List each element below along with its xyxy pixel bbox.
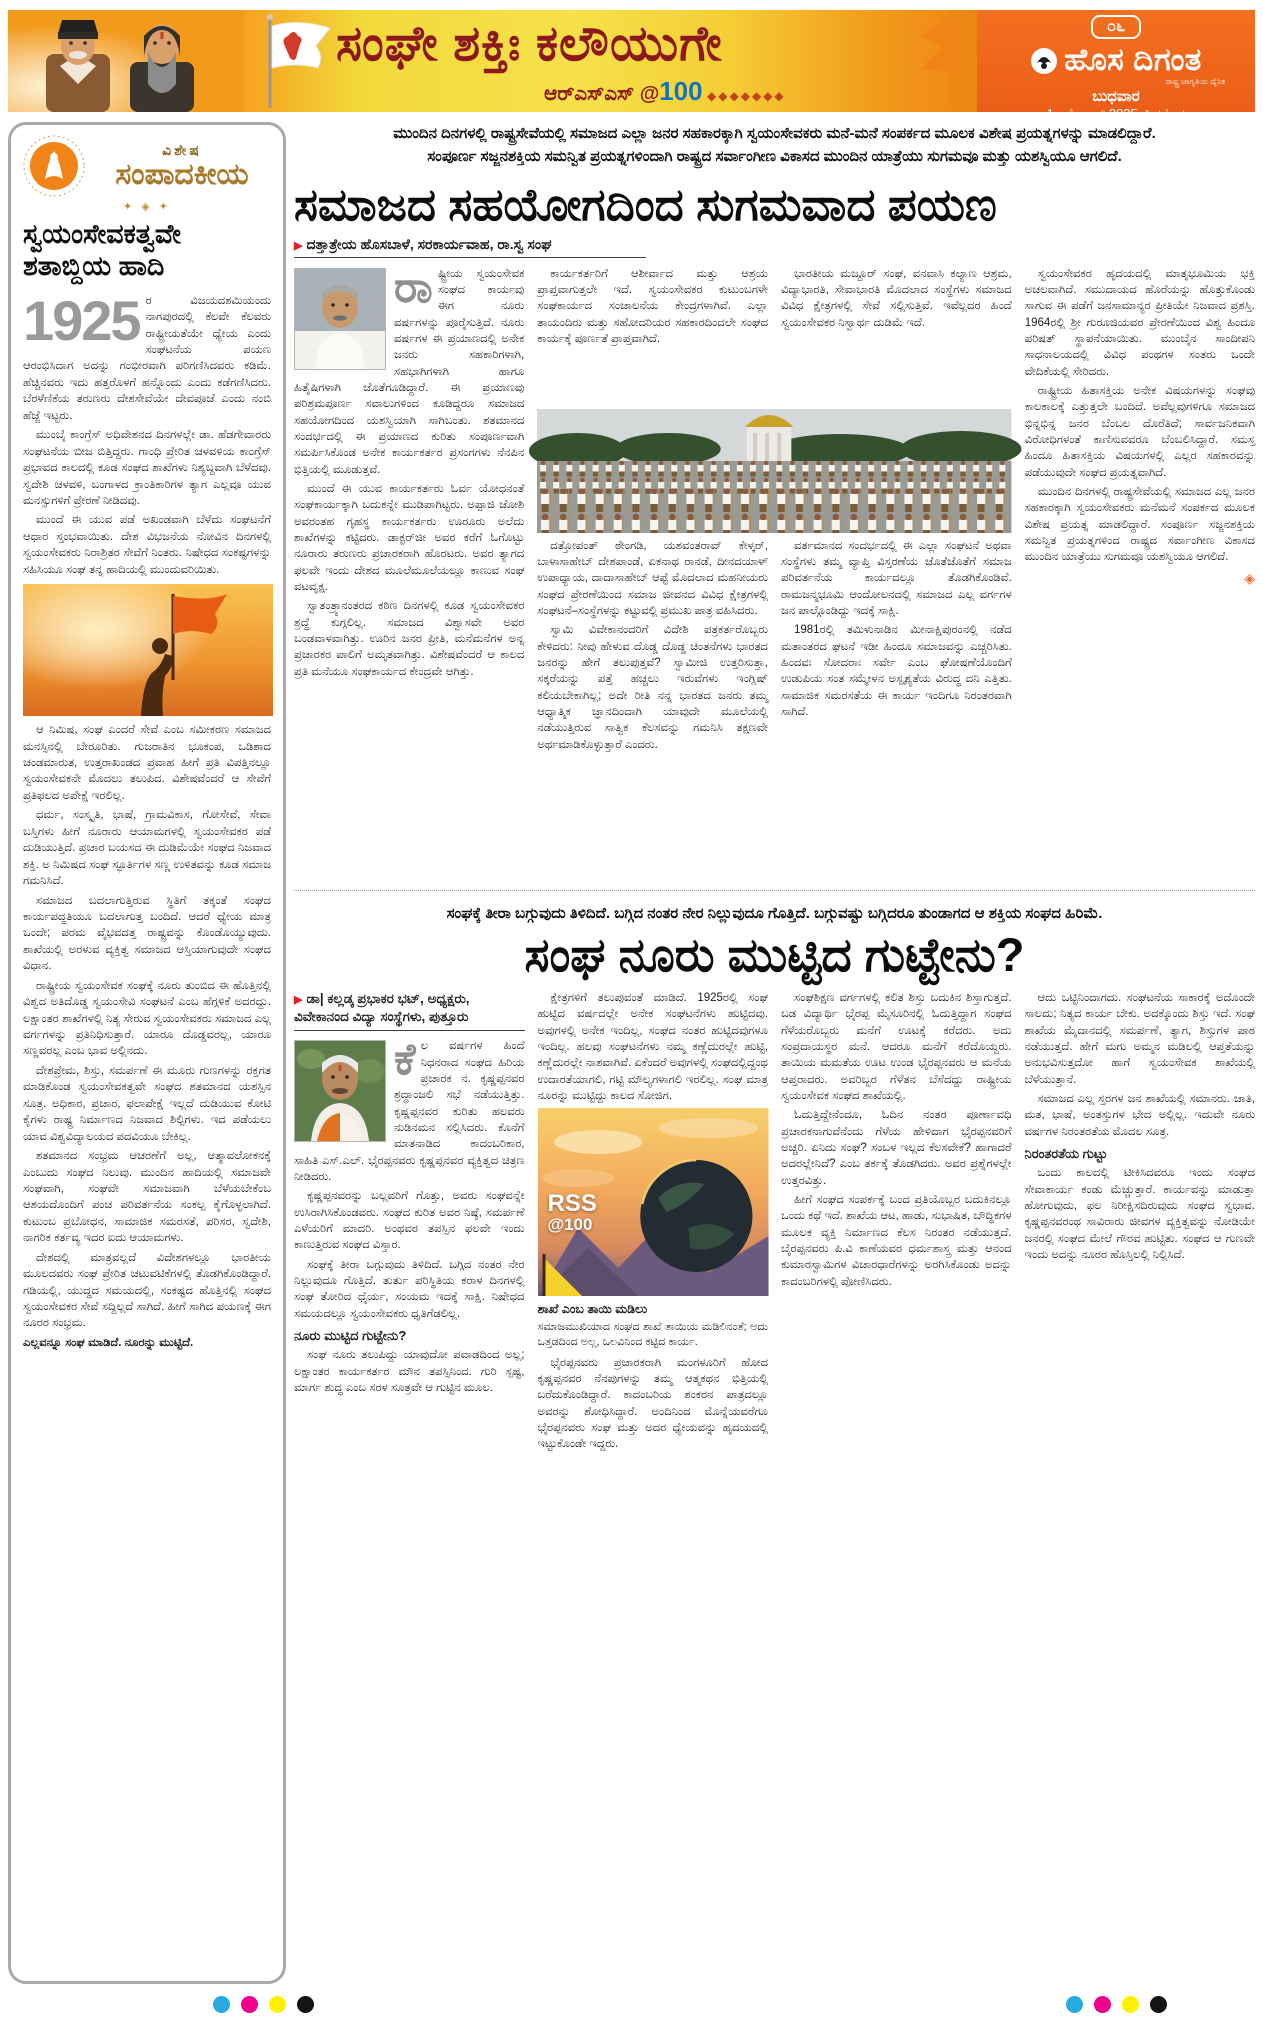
editorial-lead-paragraph: 1925 ರ ವಿಜಯದಶಮಿಯಂದು ನಾಗಪುರದಲ್ಲಿ ಕೆಲವೇ ಕೆಲವರು ರಾಷ್ಟ್ರೀಯತೆಯೇ ಧ್ಯೇಯ ಎಂದು ಸಂಘಟನೆಯ ಪಯಣ ಆರಂಭಿಸಿದಾಗ ಅದನ್ನು ಗಂಭೀರವಾಗಿ ಪರಿಗಣಿಸಿದವರು ಕಡಿಮೆ. ಹೆಚ್ಚಿನವರು ಇದು ಹತ್ತರೊಳಗೆ ಹನ್ನೊಂದು ಎಂದು ಕಡೆಗಣಿಸಿದರು. ಬೆರಳೆಣಿಕೆಯ ತರುಣರು ದೇಶಸೇವೆಯೇ ದೇವಪೂಜೆ ಎಂದು ನಂಬಿ ಹೆಜ್ಜೆ ಇಟ್ಟರು. <box>23 288 271 422</box>
editorial-emblem-icon <box>23 135 85 197</box>
article1-col3-bottom <box>781 538 1012 878</box>
paragraph: ಕೃಷ್ಣಪ್ಪನವರನ್ನು ಬಲ್ಲವರಿಗೆ ಗೊತ್ತು, ಅವರು ಸಂಘವನ್ನೇ ಉಸಿರಾಗಿಸಿಕೊಂಡವರು. ಸಂಘದ ಕುರಿತ ಅವರ ನಿಷ್ಠೆ, ಸಮರ್ಪಣೆ ಎಳೆಯರಿಗೆ ಮಾದರಿ. ಅಂಥವರ ತಪಸ್ಸಿನ ಫಲವೇ ಇಂದು ಕಾಣುತ್ತಿರುವ ಸಂಘದ ವಿಸ್ತಾರ. <box>294 1190 525 1252</box>
yellow-dot-icon <box>269 1996 286 2013</box>
byline-arrow-icon: ▶ <box>294 994 303 1006</box>
paragraph: ಮುಂದೆ ಈ ಯುವ ಪಡೆ ಅಖಂಡವಾಗಿ ಬೆಳೆದು ಸಂಘಟನೆಗೆ ಆಧಾರ ಸ್ತಂಭವಾಯಿತು. ದೇಶ ವಿಭಜನೆಯ ನೋವಿನ ದಿನಗಳಲ್ಲಿ ಸ್ವಯಂಸೇವಕರು ನಿರಾಶ್ರಿತರ ಸೇವೆಗೆ ನಿಂತರು. ನಿಷೇಧದ ಸಂಕಷ್ಟಗಳನ್ನು ಸಹಿಸಿಯೂ ಸಂಘ ತನ್ನ ಹಾದಿಯಲ್ಲಿ ಮುಂದುವರಿಯಿತು. <box>23 514 271 576</box>
article2-col1-paragraphs <box>294 1188 525 1322</box>
article1-col3-top <box>781 266 1012 404</box>
article2-col3 <box>781 990 1012 1948</box>
paragraph: ಧರ್ಮ, ಸಂಸ್ಕೃತಿ, ಭಾಷೆ, ಗ್ರಾಮವಿಕಾಸ, ಗೋಸೇವೆ, ಸೇವಾ ಬಸ್ತಿಗಳು ಹೀಗೆ ನೂರಾರು ಆಯಾಮಗಳಲ್ಲಿ ಸ್ವಯಂಸೇವಕರ ಪಡೆ ದುಡಿಯುತ್ತಿದೆ. ಪ್ರಚಾರ ಬಯಸದ ಈ ದುಡಿಮೆಯೇ ಸಂಘದ ನಿಜವಾದ ಶಕ್ತಿ. ಅ ನಿಮಿಷದ ಸಂಘ ಸ್ಫೂರ್ತಿಗಳ ಸಣ್ಣ ಉಳಿತವನ್ನು ಕೂಡ ಸಮಾಜ ಗಮನಿಸಿದೆ. <box>23 809 271 888</box>
article2-byline: ▶ ಡಾ| ಕಲ್ಲಡ್ಕ ಪ್ರಭಾಕರ ಭಟ್, ಅಧ್ಯಕ್ಷರು, ವಿವೇಕಾನಂದ ವಿದ್ಯಾ ಸಂಸ್ಥೆಗಳು, ಪುತ್ತೂರು <box>294 990 525 1031</box>
paragraph: ಸಂಘಶಿಕ್ಷಣ ವರ್ಗಗಳಲ್ಲಿ ಕಲಿತ ಶಿಸ್ತು ಬದುಕಿನ ಶಿಸ್ತಾಗುತ್ತದೆ. ಬಡ ವಿದ್ಯಾರ್ಥಿ ಭೈರಪ್ಪ ಮೈಸೂರಿನಲ್ಲಿ ಓದುತ್ತಿದ್ದಾಗ ಸಂಘದ ಗೆಳೆಯರೊಬ್ಬರು ಮನೆಗೆ ಊಟಕ್ಕೆ ಕರೆದರು. ಅದು ಸಂಪ್ರದಾಯಸ್ಥರ ಮನೆ. ಆದರೂ ಮನೆಗೆ ಕರೆದೊಯ್ದರು. ತಾಯಿಯ ಮಮತೆಯ ಊಟ ಉಂಡ ಭೈರಪ್ಪನವರು ಆ ಮನೆಯ ಆಪ್ತರಾದರು. ಅವರಿಬ್ಬರ ಗೆಳೆತನ ಬೆಸೆದದ್ದು ರಾಷ್ಟ್ರೀಯ ಸ್ವಯಂಸೇವಕ ಸಂಘದ ಶಾಖೆಯಲ್ಲಿ. <box>781 992 1012 1102</box>
byline-arrow-icon: ▶ <box>294 239 303 252</box>
article2-col4-subhead: ನಿರಂತರತೆಯ ಗುಟ್ಟು <box>1024 1145 1108 1161</box>
paragraph: ಶತಮಾನದ ಸಂಭ್ರಮ ಆಚರಣೆಗೆ ಅಲ್ಲ, ಆತ್ಮಾವಲೋಕನಕ್ಕೆ ಎಂಬುದು ಸಂಘದ ನಿಲುವು. ಮುಂದಿನ ಹಾದಿಯಲ್ಲಿ ಸಮಾಜವೇ ಸಂಘವಾಗಿ, ಸಂಘವೇ ಸಮಾಜವಾಗಿ ಬೆಳೆಯಬೇಕೆಂಬ ಆಶಯದೊಂದಿಗೆ ಪಂಚ ಪರಿವರ್ತನೆಯ ಸಂಕಲ್ಪ ಕೈಗೊಳ್ಳಲಾಗಿದೆ. ಕುಟುಂಬ ಪ್ರಬೋಧನ, ಸಾಮಾಜಿಕ ಸಮರಸತೆ, ಪರಿಸರ, ಸ್ವದೇಶಿ, ನಾಗರಿಕ ಕರ್ತವ್ಯ ಇದರ ಐದು ಆಯಾಮಗಳು. <box>23 1150 271 1245</box>
image-caption-text: ಸಮಾಜಮುಖಿಯಾದ ಸಂಘದ ಶಾಖೆ ತಾಯಿಯ ಮಡಿಲಿನಂತೆ; ಅದು ಒತ್ತಡದಿಂದ ಅಲ್ಲ, ಒಲವಿನಿಂದ ಕಟ್ಟಿದ ಕಾರ್ಯ. <box>537 1321 768 1348</box>
article2-standfirst: ಸಂಘಕ್ಕೆ ತೀರಾ ಬಗ್ಗುವುದು ತಿಳಿದಿದೆ. ಬಗ್ಗಿದ ನಂತರ ನೇರ ನಿಲ್ಲುವುದೂ ಗೊತ್ತಿದೆ. ಬಗ್ಗುವಷ್ಟು ಬಗ್ಗಿದರೂ ತುಂಡಾಗದ ಆ ಶಕ್ತಿಯ ಸಂಘದ ಹಿರಿಮೆ. <box>446 904 1103 922</box>
article2-col2 <box>538 990 769 1948</box>
editorial-closing: ಎಲ್ಲವನ್ನೂ ಸಂಘ ಮಾಡಿದೆ. ನೂರನ್ನು ಮುಟ್ಟಿದೆ. <box>23 1336 194 1349</box>
article1-headline: ಸಮಾಜದ ಸಹಯೋಗದಿಂದ ಸುಗಮವಾದ ಪಯಣ <box>294 178 997 230</box>
paragraph: ಒಂದು ಕಾಲದಲ್ಲಿ ಟೀಕಿಸಿದವರೂ ಇಂದು ಸಂಘದ ಸೇವಾಕಾರ್ಯ ಕಂಡು ಮೆಚ್ಚುತ್ತಾರೆ. ಕಾರ್ಯವನ್ನು ಮಾಡುತ್ತಾ ಹೋಗುವುದು, ಫಲ ನಿರೀಕ್ಷಿಸದಿರುವುದು ಸಂಘದ ಸ್ವಭಾವ. ಕೃಷ್ಣಪ್ಪನವರಂಥ ಸಾವಿರಾರು ಜೀವಗಳ ವ್ಯಕ್ತಿತ್ವವನ್ನು ನೋಡಿಯೇ ಜನರಲ್ಲಿ ಸಂಘದ ಮೇಲೆ ಗೌರವ ಹುಟ್ಟಿತು. ಸಂಘದ ಆ ಗುಣವೇ ಇಂದು ಅದನ್ನು ನೂರರ ಹೊಸ್ತಿಲಲ್ಲಿ ನಿಲ್ಲಿಸಿದೆ. <box>1024 1167 1255 1262</box>
article1-lead-paragraph: ರಾಷ್ಟ್ರೀಯ ಸ್ವಯಂಸೇವಕ ಸಂಘದ ಕಾರ್ಯವು ಈಗ ನೂರು ವರ್ಷಗಳನ್ನು ಪೂರೈಸುತ್ತಿದೆ. ನೂರು ವರ್ಷಗಳ ಈ ಪ್ರಯಾಣದಲ್ಲಿ ಅನೇಕ ಜನರು ಸಹಕಾರಿಗಳಾಗಿ, ಸಹಭಾಗಿಗಳಾಗಿ ಹಾಗೂ ಹಿತೈಷಿಗಳಾಗಿ ಜೊತೆಗೂಡಿದ್ದಾರೆ. ಈ ಪ್ರಯಾಣವು ಪರಿಶ್ರಮಪೂರ್ಣ ಸವಾಲುಗಳಿಂದ ಕೂಡಿದ್ದರೂ ಸಮಾಜದ ಸಹಯೋಗದಿಂದ ಯಶಸ್ವಿಯಾಗಿ ಸಾಗಿಬಂತು. ಶತಮಾನದ ಸಂದರ್ಭದಲ್ಲಿ ಈ ಪ್ರಯಾಣದ ಕುರಿತು ಸಂಪೂರ್ಣವಾಗಿ ಸಮರ್ಪಿಸಿಕೊಂಡ ಅನೇಕ ಕಾರ್ಯಕರ್ತರ ಪ್ರಸಂಗಗಳು ನೆನಪಿನ ಭಿತ್ತಿಯಲ್ಲಿ ಮೂಡುತ್ತವೆ. <box>294 262 525 476</box>
paragraph: ಭೈರಪ್ಪನವರು ಪ್ರಚಾರಕರಾಗಿ ಮಂಗಳೂರಿಗೆ ಹೋದ ಕೃಷ್ಣಪ್ಪನವರ ನೆನಪುಗಳನ್ನು ತಮ್ಮ ಆತ್ಮಕಥನ ಭಿತ್ತಿಯಲ್ಲಿ ಬರೆದುಕೊಂಡಿದ್ದಾರೆ. ಕಾದಂಬರಿಯ ಶಂಕರನ ಪಾತ್ರದಲ್ಲೂ ಅವರನ್ನು ಶೋಧಿಸಿದ್ದಾರೆ. ಅಂದಿನಿಂದ ಮೊನ್ನೆಯವರೆಗೂ ಭೈರಪ್ಪನವರು ಸಂಘ ಮತ್ತು ಅದರ ಧ್ಯೇಯವನ್ನು ಹೃದಯದಲ್ಲಿ ಇಟ್ಟುಕೊಂಡೇ ಇದ್ದರು. <box>537 1356 768 1451</box>
masthead <box>8 10 1255 121</box>
article2-col4-paragraphs2 <box>1025 1165 1256 1263</box>
author-photo-dattatreya-hosabale <box>294 268 386 370</box>
paragraph: ಕ್ಷೇತ್ರಗಳಿಗೆ ತಲುಪುವಂತೆ ಮಾಡಿದೆ. 1925ರಲ್ಲಿ ಸಂಘ ಹುಟ್ಟಿದ ವರ್ಷದಲ್ಲೇ ಅನೇಕ ಸಂಘಟನೆಗಳು ಹುಟ್ಟಿದವು. ಅವುಗಳಲ್ಲಿ ಅನೇಕ ಇಂದಿಲ್ಲ, ಸಂಘದ ನಂತರ ಹುಟ್ಟಿದವುಗಳೂ ಇಂದಿಲ್ಲ. ಹಲವು ಸಂಘಟನೆಗಳು ನಮ್ಮ ಕಣ್ಣೆದುರಲ್ಲೇ ಹುಟ್ಟಿ, ಕಣ್ಣೆದುರಲ್ಲೇ ನಾಶವಾಗಿವೆ. ಏಕೆಂದರೆ ಅವುಗಳಲ್ಲಿ ಸಂಘದಲ್ಲಿದ್ದಂಥ ಉದಾರತೆಯಾಗಲಿ, ಗಟ್ಟಿ ಮೌಲ್ಯಗಳಾಗಲಿ ಇರಲಿಲ್ಲ. ಸಂಘ ಮಾತ್ರ ನೂರನ್ನು ಮುಟ್ಟಿದ್ದು ಕಾಲದ ಸೋಜಿಗ. <box>537 992 768 1102</box>
article-2 <box>294 890 1255 1948</box>
author-photo-kalladka-prabhakar-bhat <box>294 1040 386 1142</box>
paragraph: ರಾಷ್ಟ್ರೀಯ ಹಿತಾಸಕ್ತಿಯ ಅನೇಕ ವಿಷಯಗಳನ್ನು ಸಂಘವು ಕಾಲಕಾಲಕ್ಕೆ ಎತ್ತುತ್ತಲೇ ಬಂದಿದೆ. ಅವೆಲ್ಲವುಗಳಿಗೂ ಸಮಾಜದ ಭಿನ್ನಭಿನ್ನ ಜನರ ಬೆಂಬಲ ದೊರೆತಿದೆ; ಸಾರ್ವಜನಿಕವಾಗಿ ವಿರೋಧಿಗಳಂತೆ ಕಾಣಿಸುವವರೂ ಬೆಂಬಲಿಸಿದ್ದಾರೆ. ಸಮಸ್ತ ಹಿಂದೂ ಹಿತಾಸಕ್ತಿಯ ವಿಷಯಗಳಲ್ಲಿ ಎಲ್ಲರ ಸಹಕಾರವನ್ನು ಪಡೆಯುವುದೇ ಸಂಘದ ಪ್ರಯತ್ನವಾಗಿದೆ. <box>1024 385 1255 479</box>
subtitle-number: 100 <box>659 76 703 106</box>
article-end-mark-icon: ◈ <box>1244 569 1255 586</box>
yellow-dot-icon <box>1122 1996 1139 2013</box>
cmyk-registration-dots-right <box>1066 1996 1167 2013</box>
editorial-ornament-icon: ✦ ◈ ✦ <box>122 201 171 213</box>
paragraph: ದತ್ತೋಪಂತ್ ಠೇಂಗಡಿ, ಯಶವಂತರಾವ್ ಕೇಳ್ಕರ್, ಬಾಳಾಸಾಹೇಬ್ ದೇಶಪಾಂಡೆ, ಏಕನಾಥ ರಾನಡೆ, ದೀನದಯಾಳ್ ಉಪಾಧ್ಯಾಯ, ದಾದಾಸಾಹೇಬ್ ಆಪ್ಟೆ ಮೊದಲಾದ ಮಹನೀಯರು ಸಂಘದ ಪ್ರೇರಣೆಯಿಂದ ಸಮಾಜ ಜೀವನದ ವಿವಿಧ ಕ್ಷೇತ್ರಗಳಲ್ಲಿ ಸಂಘಟನೆ–ಸಂಸ್ಥೆಗಳನ್ನು ಕಟ್ಟುವಲ್ಲಿ ಪ್ರಮುಖ ಪಾತ್ರ ವಹಿಸಿದರು. <box>537 539 768 618</box>
founders-portraits-icon <box>8 10 244 112</box>
paragraph: ಸ್ವಾಮಿ ವಿವೇಕಾನಂದರಿಗೆ ವಿದೇಶಿ ಪತ್ರಕರ್ತರೊಬ್ಬರು ಕೇಳಿದರು: ನೀವು ಹೇಳುವ ದೊಡ್ಡ ದೊಡ್ಡ ಚಿಂತನೆಗಳು ಭಾರತದ ಜನರನ್ನು ಹೇಗೆ ತಲುಪುತ್ತವೆ? ಸ್ವಾಮೀಜಿ ಉತ್ತರಿಸುತ್ತಾ, ಸಕ್ಕರೆಯನ್ನು ಪತ್ತೆ ಹಚ್ಚಲು ಇರುವೆಗಳು ಇಂಗ್ಲಿಷ್ ಕಲಿಯಬೇಕಾಗಿಲ್ಲ; ಅದೇ ರೀತಿ ನನ್ನ ಭಾರತದ ಜನರು ತಮ್ಮ ಆಧ್ಯಾತ್ಮಿಕ ಜ್ಞಾನದಿಂದಾಗಿ ಯಾವುದೇ ಮೂಲೆಯಲ್ಲಿ ನಡೆಯುತ್ತಿರುವ ಸಾತ್ವಿಕ ಕೆಲಸವನ್ನು ಗಮನಿಸಿ ತಕ್ಷಣವೇ ಅರ್ಥಮಾಡಿಕೊಳ್ಳುತ್ತಾರೆ ಎಂದರು. <box>537 624 768 751</box>
editorial-body <box>23 288 271 1873</box>
paragraph: ವರ್ತಮಾನದ ಸಂದರ್ಭದಲ್ಲಿ ಈ ಎಲ್ಲಾ ಸಂಘಟನೆ ಅಥವಾ ಸಂಸ್ಥೆಗಳು ತಮ್ಮ ವ್ಯಾಪ್ತಿ ವಿಸ್ತರಣೆಯ ಜೊತೆಜೊತೆಗೆ ಸಮಾಜ ಪರಿವರ್ತನೆಯ ಕಾರ್ಯದಲ್ಲೂ ತೊಡಗಿಕೊಂಡಿವೆ. ರಾಮಜನ್ಮಭೂಮಿ ಆಂದೋಲನದಲ್ಲಿ ಸಮಾಜದ ಎಲ್ಲ ವರ್ಗಗಳ ಜನ ಪಾಲ್ಗೊಂಡಿದ್ದು ಇದಕ್ಕೆ ಸಾಕ್ಷಿ. <box>781 539 1012 618</box>
article2-col1-subhead: ನೂರು ಮುಟ್ಟಿದ ಗುಟ್ಟೇನು? <box>294 1328 407 1344</box>
article2-col2-bottom <box>538 1355 769 1453</box>
main-content <box>294 120 1255 1948</box>
paragraph: ಮುಂಬೈ ಕಾಂಗ್ರೆಸ್ ಅಧಿವೇಶನದ ದಿನಗಳಲ್ಲೇ ಡಾ. ಹೆಡಗೇವಾರರು ಸಂಘಟನೆಯ ಬೀಜ ಬಿತ್ತಿದ್ದರು. ಗಾಂಧಿ ಪ್ರೇರಿತ ಚಳವಳಿಯ ಕಾಂಗ್ರೆಸ್ ಪ್ರಭಾವದ ಕಾಲದಲ್ಲಿ ಕೂಡ ಸಂಘದ ಶಾಖೆಗಳು ನಿಶ್ಯಬ್ದವಾಗಿ ಬೆಳೆದವು. ಸ್ವದೇಶಿ ಚಳವಳಿ, ಬಂಗಾಳದ ಕ್ರಾಂತಿಕಾರಿಗಳ ತ್ಯಾಗ ಎಲ್ಲವೂ ಯುವ ಮನಸ್ಸುಗಳಿಗೆ ಪ್ರೇರಣೆ ನೀಡಿದವು. <box>23 429 271 507</box>
article1-byline: ▶ ದತ್ತಾತ್ರೇಯ ಹೊಸಬಾಳೆ, ಸರಕಾರ್ಯವಾಹ, ರಾ.ಸ್ವ ಸಂಘ <box>294 236 646 258</box>
paragraph: ಹೀಗೆ ಸಂಘದ ಸಂಪರ್ಕಕ್ಕೆ ಬಂದ ಪ್ರತಿಯೊಬ್ಬರ ಬದುಕಿನಲ್ಲೂ ಒಂದು ಕಥೆ ಇದೆ. ಶಾಖೆಯ ಆಟ, ಹಾಡು, ಸುಭಾಷಿತ, ಬೌದ್ಧಿಕಗಳ ಮೂಲಕ ವ್ಯಕ್ತಿ ನಿರ್ಮಾಣದ ಕೆಲಸ ನಿರಂತರ ನಡೆಯುತ್ತದೆ. ಬೈರಪ್ಪನವರು ಪಿ.ವಿ ಕಾಣೆಯವರ ಧರ್ಮಶಾಸ್ತ್ರ ಮತ್ತು ಆನಂದ ಕುಮಾರಸ್ವಾಮಿಗಳ ವಿಚಾರಧಾರೆಗಳನ್ನು ಅರಗಿಸಿಕೊಂಡು ಅದನ್ನು ಕಾದಂಬರಿಗಳಲ್ಲಿ ಪೋಣಿಸಿದರು. <box>781 1193 1012 1288</box>
saffron-flag-silhouette-icon <box>913 10 973 112</box>
paragraph: ರಾಷ್ಟ್ರೀಯ ಸ್ವಯಂಸೇವಕ ಸಂಘಕ್ಕೆ ನೂರು ತುಂಬಿದ ಈ ಹೊತ್ತಿನಲ್ಲಿ ವಿಶ್ವದ ಅತಿದೊಡ್ಡ ಸ್ವಯಂಸೇವಿ ಸಂಘಟನೆ ಎಂಬ ಹೆಗ್ಗಳಿಕೆ ಅದರದ್ದು. ಲಕ್ಷಾಂತರ ಶಾಖೆಗಳಲ್ಲಿ ನಿತ್ಯ ಸೇರುವ ಸ್ವಯಂಸೇವಕರು ಸಮಾಜದ ಎಲ್ಲ ವರ್ಗಗಳನ್ನು ಪ್ರತಿನಿಧಿಸುತ್ತಾರೆ. ಯಾರೂ ದೊಡ್ಡವರಲ್ಲ, ಯಾರೂ ಸಣ್ಣವರಲ್ಲ ಎಂಬ ಭಾವ ಅಲ್ಲಿನದು. <box>23 979 271 1058</box>
cyan-dot-icon <box>213 1996 230 2013</box>
paragraph: ಸಮಾಜದ ಎಲ್ಲ ಸ್ತರಗಳ ಜನ ಶಾಖೆಯಲ್ಲಿ ಸಮಾನರು. ಜಾತಿ, ಮತ, ಭಾಷೆ, ಅಂತಸ್ತುಗಳ ಭೇದ ಅಲ್ಲಿಲ್ಲ. ಇದುವೇ ನೂರು ವರ್ಷಗಳ ನಿರಂತರತೆಯ ಮೊದಲ ಸೂತ್ರ. <box>1024 1092 1255 1138</box>
rss-flag-icon <box>258 12 338 110</box>
article2-dropcap: ಕೆ <box>394 1035 416 1085</box>
image-caption-title: ಶಾಖೆ ಎಂಬ ತಾಯಿ ಮಡಿಲು <box>537 1302 648 1317</box>
subtitle-ornament-icon: ◆◆◆◆◆◆◆ <box>707 89 786 103</box>
paragraph: ಕಾರ್ಯಕರ್ತರಿಗೆ ಆಶೀರ್ವಾದ ಮತ್ತು ಆಶ್ರಯ ಪ್ರಾಪ್ತವಾಗುತ್ತಲೇ ಇದೆ. ಸ್ವಯಂಸೇವಕರ ಕುಟುಂಬಗಳೇ ಸಂಘಕಾರ್ಯದ ಸಂಚಾಲನೆಯ ಕೇಂದ್ರಗಳಾಗಿವೆ. ಎಲ್ಲಾ ತಾಯಂದಿರು ಮತ್ತು ಸಹೋದರಿಯರ ಸಹಕಾರದಿಂದಲೇ ಸಂಘದ ಕಾರ್ಯಕ್ಕೆ ಪೂರ್ಣತೆ ಪ್ರಾಪ್ತವಾಗಿದೆ. <box>537 267 768 346</box>
rss-100-image-label: RSS @100 <box>547 1190 597 1235</box>
article2-col2-top <box>538 990 769 1104</box>
black-dot-icon <box>297 1996 314 2013</box>
article1-col2-bottom <box>537 538 768 878</box>
paper-date: 1 ಅಕ್ಟೋಬರ್ 2025, ಶಿವಮೊಗ್ಗ <box>1046 106 1186 121</box>
article2-col1-paragraphs2 <box>294 1347 525 1396</box>
paragraph: ಆದು ಒಟ್ಟಿನಿಂದಾಗದು. ಸಂಘಟನೆಯ ಸಾಕಾರಕ್ಕೆ ಅದೊಂದೇ ಸಾಲದು; ನಿತ್ಯದ ಕಾರ್ಯ ಬೇಕು. ಅದಕ್ಕೊಂದು ಶಿಸ್ತು ಇದೆ. ಸಂಘ ಶಾಖೆಯ ಮೈದಾನದಲ್ಲಿ ಸಮರ್ಪಣೆ, ತ್ಯಾಗ, ಶಿಸ್ತುಗಳ ಪಾಠ ನಡೆಯುತ್ತದೆ. ಹೇಗೆ ಮಗು ಅಮ್ಮನ ಮಡಿಲಲ್ಲಿ ಆಪ್ತತೆಯನ್ನು ಅನುಭವಿಸುತ್ತದೋ ಹಾಗೆ ಸ್ವಯಂಸೇವಕ ಶಾಖೆಯಲ್ಲಿ ಬೆಳೆಯುತ್ತಾನೆ. <box>1024 992 1255 1086</box>
editorial-panel <box>8 122 286 1984</box>
article1-col4 <box>1025 266 1255 878</box>
article1-dropcap: ರಾ <box>394 262 433 312</box>
paragraph: ಸಮಾಜದ ಬದಲಾಗುತ್ತಿರುವ ಸ್ಥಿತಿಗೆ ತಕ್ಕಂತೆ ಸಂಘದ ಕಾರ್ಯಪದ್ಧತಿಯೂ ಬದಲಾಗುತ್ತ ಬಂದಿದೆ. ಆದರೆ ಧ್ಯೇಯ ಮಾತ್ರ ಒಂದೇ; ಪರಮ ವೈಭವದತ್ತ ರಾಷ್ಟ್ರವನ್ನು ಕೊಂಡೊಯ್ಯುವುದು. ಶಾಖೆಯಲ್ಲಿ ಅರಳುವ ವ್ಯಕ್ತಿತ್ವ ಸಮಾಜದ ಆಸ್ತಿಯಾಗುವುದೇ ಸಂಘದ ವಿಧಾನ. <box>23 894 271 973</box>
rss-100-globe-image <box>538 1108 769 1296</box>
masthead-banner <box>244 10 977 112</box>
paper-name: ಹೊಸ ದಿಗಂತ <box>1064 42 1202 77</box>
editorial-kicker: ವಿಶೇಷ <box>162 141 202 158</box>
article1-columns <box>294 262 1255 878</box>
masthead-founders-image <box>8 10 244 112</box>
page-number: ೦೬ <box>1091 15 1141 39</box>
campaign-subtitle <box>544 76 786 107</box>
editorial-inline-photo <box>23 584 271 716</box>
article2-col4 <box>1025 990 1256 1948</box>
paragraph: ದೇಶದಲ್ಲಿ ಮಾತ್ರವಲ್ಲದೆ ವಿದೇಶಗಳಲ್ಲೂ ಭಾರತೀಯ ಮೂಲದವರು ಸಂಘ ಪ್ರೇರಿತ ಚಟುವಟಿಕೆಗಳಲ್ಲಿ ತೊಡಗಿಕೊಂಡಿದ್ದಾರೆ. ಗಡಿಯಲ್ಲಿ, ಯುದ್ಧದ ಸಮಯದಲ್ಲಿ, ಸಂಕಷ್ಟದ ಹೊತ್ತಿನಲ್ಲಿ ಸಂಘದ ಸ್ವಯಂಸೇವಕರ ಸೇವೆ ಸದ್ದಿಲ್ಲದೆ ಸಾಗಿದೆ. ಹೀಗೆ ಸಾಗಿದ ಪಯಣಕ್ಕೆ ಈಗ ನೂರರ ಸಂಭ್ರಮ. <box>23 1251 271 1330</box>
paragraph: ದೇಶಪ್ರೇಮ, ಶಿಸ್ತು, ಸಮರ್ಪಣೆ ಈ ಮೂರು ಗುಣಗಳನ್ನು ರಕ್ತಗತ ಮಾಡಿಕೊಂಡ ಸ್ವಯಂಸೇವಕತ್ವವೇ ಸಂಘದ ಶತಮಾನದ ಯಶಸ್ಸಿನ ಸೂತ್ರ. ಅಧಿಕಾರ, ಪ್ರಚಾರ, ಫಲಾಪೇಕ್ಷೆ ಇಲ್ಲದೆ ದುಡಿಯುವ ಕೋಟಿ ಕೈಗಳು ರಾಷ್ಟ್ರ ನಿರ್ಮಾಣದ ನಿಜವಾದ ಶಿಲ್ಪಿಗಳು. ಇದ ಪಡೆಯಲು ಯಾವ ವಿಶ್ವವಿದ್ಯಾಲಯದ ಪದವಿಯೂ ಬೇಕಿಲ್ಲ. <box>23 1064 271 1143</box>
article-1 <box>294 120 1255 878</box>
article2-columns <box>294 990 1255 1948</box>
paper-tagline: ರಾಷ್ಟ್ರ ಜಾಗೃತಿಯ ದೈನಿಕ <box>1165 77 1225 86</box>
black-dot-icon <box>1150 1996 1167 2013</box>
paragraph: ಸಂಘಕ್ಕೆ ತೀರಾ ಬಗ್ಗುವುದು ತಿಳಿದಿದೆ. ಬಗ್ಗಿದ ನಂತರ ನೇರ ನಿಲ್ಲುವುದೂ ಗೊತ್ತಿದೆ. ತುರ್ತು ಪರಿಸ್ಥಿತಿಯ ಕರಾಳ ದಿನಗಳಲ್ಲಿ ಸಂಘ ತೋರಿದ ಧೈರ್ಯ, ಸಂಯಮ ಇದಕ್ಕೆ ಸಾಕ್ಷಿ. ನಿಷೇಧದ ಸಮಯದಲ್ಲೂ ಸ್ವಯಂಸೇವಕರು ಧೃತಿಗೆಡಲಿಲ್ಲ. <box>294 1258 525 1320</box>
subtitle-text: ಆರ್‌ಎಸ್‌ಎಸ್ @ <box>544 83 660 105</box>
paper-day: ಬುಧವಾರ <box>1092 88 1140 105</box>
editorial-paragraphs-a <box>23 427 271 578</box>
article2-lead-paragraph: ಕೆಲ ವರ್ಷಗಳ ಹಿಂದೆ ನಿಧನರಾದ ಸಂಘದ ಹಿರಿಯ ಪ್ರಚಾರಕ ನ. ಕೃಷ್ಣಪ್ಪನವರ ಶ್ರದ್ಧಾಂಜಲಿ ಸಭೆ ನಡೆಯುತ್ತಿತ್ತು. ಕೃಷ್ಣಪ್ಪನವರ ಕುರಿತು ಹಲವರು ನುಡಿನಮನ ಸಲ್ಲಿಸಿದರು. ಕೊನೆಗೆ ಮಾತನಾಡಿದ ಕಾದಂಬರಿಕಾರ, ಸಾಹಿತಿ ಎಸ್.ಎಲ್. ಭೈರಪ್ಪನವರು ಕೃಷ್ಣಪ್ಪನವರ ವ್ಯಕ್ತಿತ್ವದ ಚಿತ್ರಣ ನೀಡಿದರು. <box>294 1035 525 1184</box>
paragraph: ಮುಂದೆ ಈ ಯುವ ಕಾರ್ಯಕರ್ತರು ಓರ್ವ ಯೋಧನಂತೆ ಸಂಘಕಾರ್ಯಕ್ಕಾಗಿ ಬದುಕನ್ನೇ ಮುಡಿಪಾಗಿಟ್ಟರು. ಅಪ್ಪಾಜಿ ಜೋಶಿ ಅವರಂತಹ ಗೃಹಸ್ಥ ಕಾರ್ಯಕರ್ತರು ಊರೂರು ಅಲೆದು ಶಾಖೆಗಳನ್ನು ಕಟ್ಟಿದರು. ಡಾಕ್ಟರ್‌ಜೀ ಅವರ ಕರೆಗೆ ಓಗೊಟ್ಟು ನೂರಾರು ತರುಣರು ಪ್ರಚಾರಕರಾಗಿ ಹೊರಟರು. ಅವರ ತ್ಯಾಗದ ಫಲವೇ ಇಂದು ದೇಶದ ಮೂಲೆಮೂಲೆಯಲ್ಲೂ ಕಾಣುವ ಸಂಘ ವಟವೃಕ್ಷ. <box>294 483 525 593</box>
article1-standfirst: ಮುಂದಿನ ದಿನಗಳಲ್ಲಿ ರಾಷ್ಟ್ರಸೇವೆಯಲ್ಲಿ ಸಮಾಜದ ಎಲ್ಲಾ ಜನರ ಸಹಕಾರಕ್ಕಾಗಿ ಸ್ವಯಂಸೇವಕರು ಮನೆ-ಮನೆ ಸಂಪರ್ಕದ ಮೂಲಕ ವಿಶೇಷ ಪ್ರಯತ್ನಗಳನ್ನು ಮಾಡಲಿದ್ದಾರೆ. ಸಂಪೂರ್ಣ ಸಜ್ಜನಶಕ್ತಿಯ ಸಮನ್ವಿತ ಪ್ರಯತ್ನಗಳಿಂದಾಗಿ ರಾಷ್ಟ್ರದ ಸರ್ವಾಂಗೀಣ ವಿಕಾಸದ ಮುಂದಿನ ಯಾತ್ರೆಯು ಸುಗಮವೂ ಮತ್ತು ಯಶಸ್ವಿಯೂ ಆಗಲಿದೆ. <box>393 125 1156 166</box>
paper-header <box>977 10 1255 121</box>
cyan-dot-icon <box>1066 1996 1083 2013</box>
editorial-paragraphs-b <box>23 722 271 1332</box>
article1-col4-paragraphs <box>1025 266 1255 566</box>
cmyk-registration-dots-left <box>213 1996 314 2013</box>
paragraph: ಆ ನಿಮಿಷ, ಸಂಘ ಎಂದರೆ ಸೇವೆ ಎಂಬ ಸಮೀಕರಣ ಸಮಾಜದ ಮನಸ್ಸಿನಲ್ಲಿ ಬೇರೂರಿತು. ಗುಜರಾತಿನ ಭೂಕಂಪ, ಒಡಿಶಾದ ಚಂಡಮಾರುತ, ಉತ್ತರಾಖಂಡದ ಪ್ರವಾಹ ಹೀಗೆ ಪ್ರತಿ ವಿಪತ್ತಿನಲ್ಲೂ ಸ್ವಯಂಸೇವಕನೇ ಮೊದಲು ತಲುಪಿದ. ವಿಶೇಷವೆಂದರೆ ಆ ಸೇವೆಗೆ ಪ್ರತಿಫಲದ ಅಪೇಕ್ಷೆ ಇರಲಿಲ್ಲ. <box>23 724 271 802</box>
campaign-title: ಸಂಘೇ ಶಕ್ತಿಃ ಕಲೌಯುಗೇ <box>336 17 723 71</box>
paragraph: ಸ್ವಾತಂತ್ರ್ಯಾನಂತರದ ಕಠಿಣ ದಿನಗಳಲ್ಲಿ ಕೂಡ ಸ್ವಯಂಸೇವಕರ ಶ್ರದ್ಧೆ ಕುಗ್ಗಲಿಲ್ಲ. ಸಮಾಜದ ವಿಶ್ವಾಸವೇ ಅವರ ಬಂಡವಾಳವಾಗಿತ್ತು. ಊರಿನ ಜನರ ಪ್ರೀತಿ, ಮನೆಮನೆಗಳ ಅನ್ನ ಪ್ರಚಾರಕರ ಪಾಲಿಗೆ ಅಮೃತವಾಗಿತ್ತು. ವಿಶೇಷವೆಂದರೆ ಆ ಕಾಲದ ಪ್ರತಿ ಮನೆಯೂ ಸಂಘಕಾರ್ಯದ ಕೇಂದ್ರವೇ ಆಗಿತ್ತು. <box>294 600 525 678</box>
article1-col23 <box>537 266 1011 878</box>
editorial-section-title: ಸಂಪಾದಕೀಯ <box>115 157 249 191</box>
paragraph: 1981ರಲ್ಲಿ ತಮಿಳುನಾಡಿನ ಮೀನಾಕ್ಷಿಪುರಂನಲ್ಲಿ ನಡೆದ ಮತಾಂತರದ ಘಟನೆ ಇಡೀ ಹಿಂದೂ ಸಮಾಜವನ್ನು ಎಚ್ಚರಿಸಿತು. ಹಿಂದವಃ ಸೋದರಾಃ ಸರ್ವೇ ಎಂಬ ಘೋಷಣೆಯೊಂದಿಗೆ ಉಡುಪಿಯ ಸಂತ ಸಮ್ಮೇಳನ ಅಸ್ಪೃಶ್ಯತೆಯ ವಿರುದ್ಧ ದನಿ ಎತ್ತಿತು. ಸಾಮಾಜಿಕ ಸಮರಸತೆಯ ಈ ಕಾರ್ಯ ಇಂದಿಗೂ ನಿರಂತರವಾಗಿ ಸಾಗಿದೆ. <box>781 624 1012 719</box>
paragraph: ಭಾರತೀಯ ಮಜ್ದೂರ್ ಸಂಘ, ವನವಾಸಿ ಕಲ್ಯಾಣ ಆಶ್ರಮ, ವಿದ್ಯಾಭಾರತಿ, ಸೇವಾಭಾರತಿ ಮೊದಲಾದ ಸಂಸ್ಥೆಗಳು ಸಮಾಜದ ವಿವಿಧ ಕ್ಷೇತ್ರಗಳಲ್ಲಿ ಸೇವೆ ಸಲ್ಲಿಸುತ್ತಿವೆ. ಇವೆಲ್ಲದರ ಹಿಂದೆ ಸ್ವಯಂಸೇವಕರ ನಿಸ್ವಾರ್ಥ ದುಡಿಮೆ ಇದೆ. <box>781 267 1012 329</box>
paragraph: ಸಂಘ ನೂರು ತಲುಪಿದ್ದು ಯಾವುದೋ ಪವಾಡದಿಂದ ಅಲ್ಲ; ಲಕ್ಷಾಂತರ ಕಾರ್ಯಕರ್ತರ ಮೌನ ತಪಸ್ಸಿನಿಂದ. ಗುರಿ ಸ್ಪಷ್ಟ, ಮಾರ್ಗ ಶುದ್ಧ ಎಂಬ ಸರಳ ಸೂತ್ರವೇ ಆ ಗುಟ್ಟಿನ ಮೂಲ. <box>294 1349 525 1395</box>
paragraph: ಸ್ವಯಂಸೇವಕರ ಹೃದಯದಲ್ಲಿ ಮಾತೃಭೂಮಿಯ ಭಕ್ತಿ ಅಚಲವಾಗಿದೆ. ಸಮುದಾಯದ ಹೊರೆಯನ್ನು ಹೊತ್ತುಕೊಂಡು ಸಾಗುವ ಈ ಪಡೆಗೆ ಜನಸಾಮಾನ್ಯರ ಪ್ರೀತಿಯೇ ನಿಜವಾದ ಪ್ರಶಸ್ತಿ. 1964ರಲ್ಲಿ ಶ್ರೀ ಗುರೂಜಿಯವರ ಪ್ರೇರಣೆಯಿಂದ ವಿಶ್ವ ಹಿಂದೂ ಪರಿಷತ್ ಸ್ಥಾಪನೆಯಾಯಿತು. ಮುಂಬೈನ ಸಾಂದೀಪನಿ ಸಾಧನಾಲಯದಲ್ಲಿ ವಿವಿಧ ಪಂಥಗಳ ಸಂತರು ಒಂದೇ ವೇದಿಕೆಯಲ್ಲಿ ಸೇರಿದರು. <box>1024 267 1255 378</box>
article2-col1 <box>294 990 525 1948</box>
article1-col1 <box>294 262 525 878</box>
magenta-dot-icon <box>241 1996 258 2013</box>
magenta-dot-icon <box>1094 1996 1111 2013</box>
article2-col4-paragraphs <box>1025 990 1256 1140</box>
article1-col1-paragraphs <box>294 481 524 680</box>
article1-gathering-photo <box>537 409 1011 533</box>
paragraph: ಮುಂದಿನ ದಿನಗಳಲ್ಲಿ ರಾಷ್ಟ್ರಸೇವೆಯಲ್ಲಿ ಸಮಾಜದ ಎಲ್ಲ ಜನರ ಸಹಕಾರಕ್ಕಾಗಿ ಸ್ವಯಂಸೇವಕರು ಮನೆಮನೆ ಸಂಪರ್ಕದ ಮೂಲಕ ವಿಶೇಷ ಪ್ರಯತ್ನ ಮಾಡಲಿದ್ದಾರೆ. ಸಂಪೂರ್ಣ ಸಜ್ಜನಶಕ್ತಿಯ ಸಮನ್ವಿತ ಪ್ರಯತ್ನಗಳಿಂದ ರಾಷ್ಟ್ರದ ಸರ್ವಾಂಗೀಣ ವಿಕಾಸದ ಮುಂದಿನ ಯಾತ್ರೆಯು ಸುಗಮವೂ ಯಶಸ್ವಿಯೂ ಆಗಲಿದೆ. <box>1024 486 1255 564</box>
article2-headline: ಸಂಘ ನೂರು ಮುಟ್ಟಿದ ಗುಟ್ಟೇನು? <box>524 928 1025 981</box>
paragraph: ಓದುತ್ತಿದ್ದೇನೆಂದೂ, ಓದಿನ ನಂತರ ಪೂರ್ಣಾವಧಿ ಪ್ರಚಾರಕನಾಗುವೆನೆಂದು ಗೆಳೆಯ ಹೇಳಿದಾಗ ಭೈರಪ್ಪನವರಿಗೆ ಅಚ್ಚರಿ. ಏನಿದು ಸಂಘ? ಸಂಬಳ ಇಲ್ಲದ ಕೆಲಸವೇಕೆ? ಹಾಗಾದರೆ ಅದರಲ್ಲೇನಿದೆ? ಎಂಬ ತರ್ಕಕ್ಕೆ ತೊಡಗಿದರು. ಅವರ ಪ್ರಶ್ನೆಗಳಲ್ಲೇ ಉತ್ತರವಿತ್ತು. <box>781 1109 1012 1187</box>
article1-col2-top <box>537 266 768 404</box>
editorial-headline: ಸ್ವಯಂಸೇವಕತ್ವವೇ ಶತಾಬ್ದಿಯ ಹಾದಿ <box>23 219 182 281</box>
hosa-digantha-logo-icon <box>1030 47 1058 75</box>
editorial-dropcap: 1925 <box>23 288 140 352</box>
